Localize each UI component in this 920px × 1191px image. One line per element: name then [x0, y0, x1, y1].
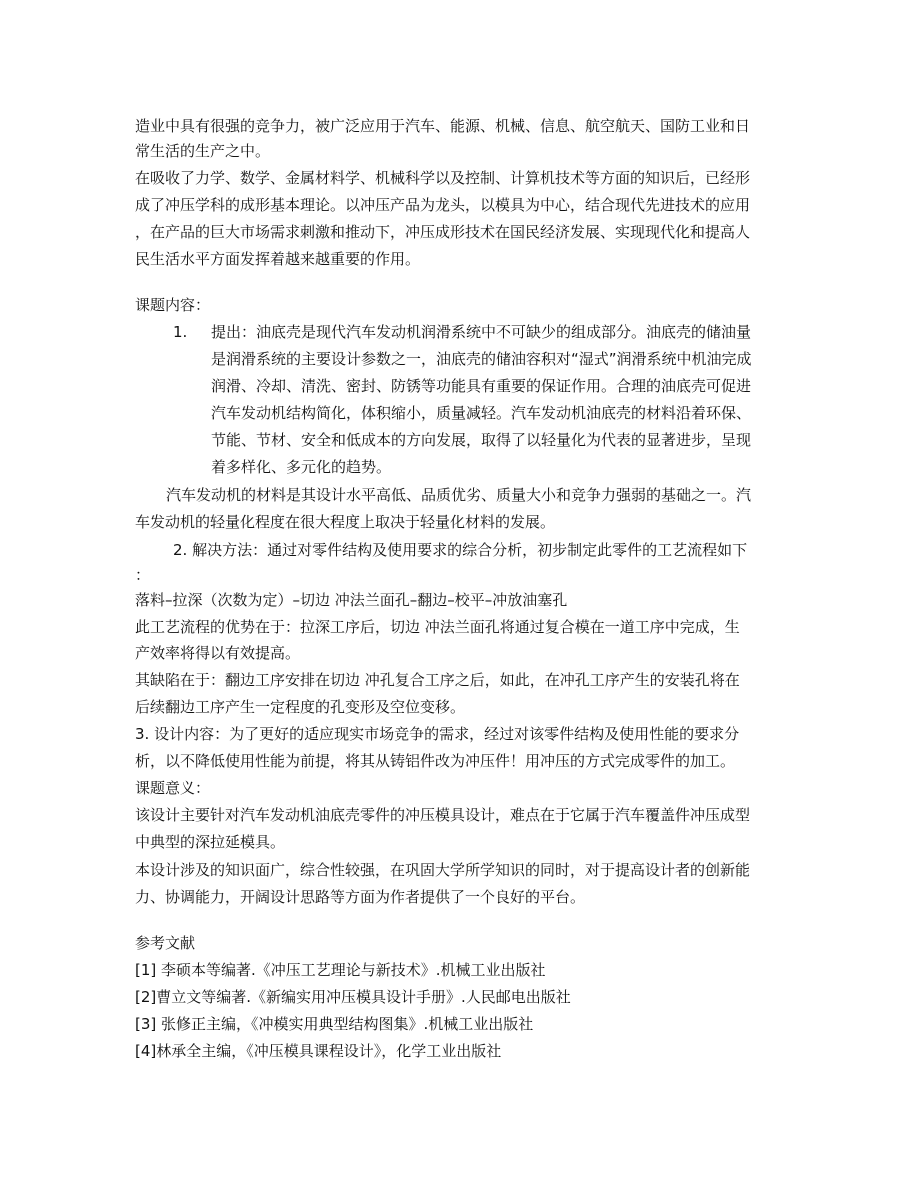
- intro-line: 造业中具有很强的竞争力，被广泛应用于汽车、能源、机械、信息、航空航天、国防工业和日: [135, 117, 751, 135]
- item1-line: 节能、节材、安全和低成本的方向发展，取得了以轻量化为代表的显著进步，呈现: [211, 431, 752, 449]
- item2-line: 2. 解决方法：通过对零件结构及使用要求的综合分析，初步制定此零件的工艺流程如下: [173, 541, 748, 559]
- intro-line: 常生活的生产之中。: [135, 142, 271, 160]
- significance-line: 力、协调能力，开阔设计思路等方面为作者提供了一个良好的平台。: [135, 888, 586, 906]
- significance-line: 中典型的深拉延模具。: [135, 833, 286, 851]
- item3-line: 3. 设计内容：为了更好的适应现实市场竞争的需求，经过对该零件结构及使用性能的要求分: [135, 725, 740, 743]
- section-heading-significance: 课题意义：: [135, 779, 211, 797]
- advantage-line: 此工艺流程的优势在于：拉深工序后，切边 冲法兰面孔将通过复合模在一道工序中完成，生: [135, 618, 740, 636]
- reference-item: [3] 张修正主编，《冲模实用典型结构图集》.机械工业出版社: [135, 1015, 534, 1033]
- item1-line: 汽车发动机结构简化，体积缩小，质量减轻。汽车发动机油底壳的材料沿着环保、: [211, 404, 752, 422]
- item2-line: ：: [135, 566, 151, 584]
- significance-line: 本设计涉及的知识面广，综合性较强，在巩固大学所学知识的同时，对于提高设计者的创新能: [135, 861, 751, 879]
- intro-line: 民生活水平方面发挥着越来越重要的作用。: [135, 250, 421, 268]
- item3-line: 析，以不降低使用性能为前提，将其从铸铝件改为冲压件！用冲压的方式完成零件的加工。: [135, 752, 736, 770]
- significance-line: 该设计主要针对汽车发动机油底壳零件的冲压模具设计，难点在于它属于汽车覆盖件冲压成型: [135, 806, 751, 824]
- materials-line: 汽车发动机的材料是其设计水平高低、品质优劣、质量大小和竞争力强弱的基础之一。汽: [166, 486, 752, 504]
- defect-line: 后续翻边工序产生一定程度的孔变形及空位变移。: [135, 698, 466, 716]
- process-flow: 落料–拉深（次数为定）–切边 冲法兰面孔–翻边–校平–冲放油塞孔: [135, 591, 568, 609]
- item1-line: 提出：油底壳是现代汽车发动机润滑系统中不可缺少的组成部分。油底壳的储油量: [211, 323, 752, 341]
- item-number: 1.: [173, 323, 188, 341]
- intro-line: ，在产品的巨大市场需求刺激和推动下，冲压成形技术在国民经济发展、实现现代化和提高人: [135, 223, 751, 241]
- reference-item: [2]曹立文等编著.《新编实用冲压模具设计手册》.人民邮电出版社: [135, 988, 571, 1006]
- materials-line: 车发动机的轻量化程度在很大程度上取决于轻量化材料的发展。: [135, 513, 556, 531]
- references-heading: 参考文献: [135, 934, 196, 952]
- intro-line: 成了冲压学科的成形基本理论。以冲压产品为龙头，以模具为中心，结合现代先进技术的应用: [135, 196, 751, 214]
- reference-item: [4]林承全主编，《冲压模具课程设计》，化学工业出版社: [135, 1042, 502, 1060]
- defect-line: 其缺陷在于：翻边工序安排在切边 冲孔复合工序之后，如此，在冲孔工序产生的安装孔将在: [135, 671, 740, 689]
- intro-line: 在吸收了力学、数学、金属材料学、机械科学以及控制、计算机技术等方面的知识后，已经形: [135, 169, 751, 187]
- section-heading-content: 课题内容：: [135, 296, 211, 314]
- reference-item: [1] 李硕本等编著.《冲压工艺理论与新技术》.机械工业出版社: [135, 961, 546, 979]
- item1-line: 着多样化、多元化的趋势。: [211, 458, 392, 476]
- item1-line: 是润滑系统的主要设计参数之一，油底壳的储油容积对“湿式”润滑系统中机油完成: [211, 350, 752, 368]
- item1-line: 润滑、冷却、清洗、密封、防锈等功能具有重要的保证作用。合理的油底壳可促进: [211, 377, 752, 395]
- advantage-line: 产效率将得以有效提高。: [135, 644, 301, 662]
